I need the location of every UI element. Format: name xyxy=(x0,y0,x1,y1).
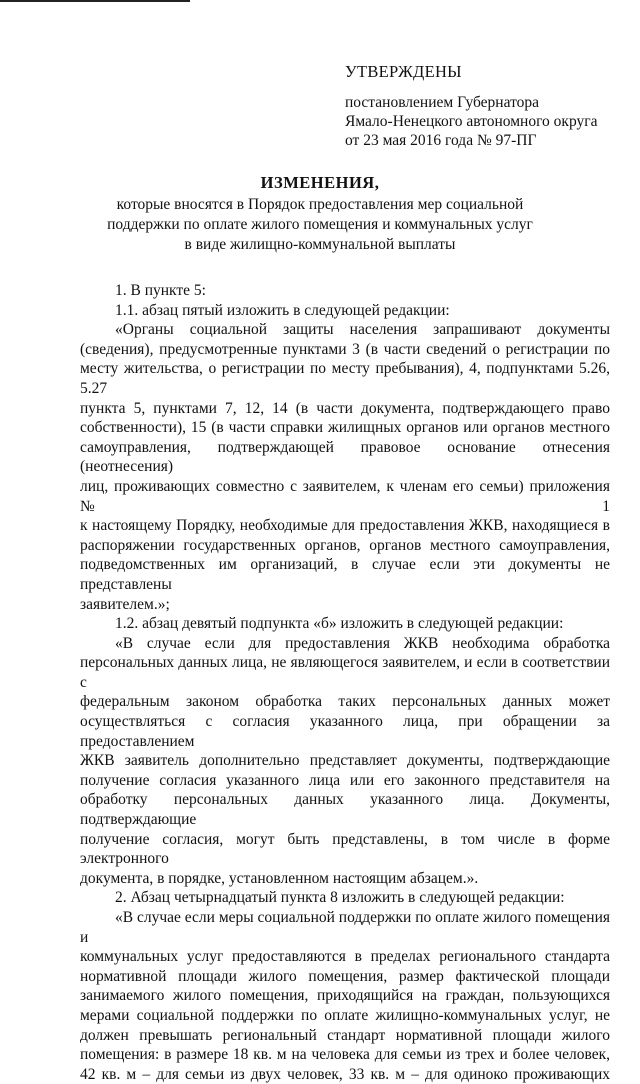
body-line: занимаемого жилого помещения, приходящийся на граждан, пользующихся xyxy=(80,987,610,1005)
approval-line-1: постановлением Губернатора xyxy=(345,94,540,111)
body-line: 1. В пункте 5: xyxy=(115,282,206,299)
body-line: заявителем.»; xyxy=(80,595,170,613)
approval-heading: УТВЕРЖДЕНЫ xyxy=(345,62,462,81)
body-line: «Органы социальной защиты населения запрашивают документы xyxy=(115,321,610,339)
body-line: 2. Абзац четырнадцатый пункта 8 изложить в следующей редакции: xyxy=(115,889,565,907)
body-line: нормативной площади жилого помещения, размер фактической площади xyxy=(80,967,610,985)
subtitle-line: которые вносятся в Порядок предоставления мер социальной xyxy=(116,196,524,213)
body-line: должен превышать региональный стандарт нормативной площади жилого xyxy=(80,1026,610,1044)
body-line: распоряжении государственных органов, органов местного самоуправления, xyxy=(80,536,610,554)
scan-edge-line xyxy=(0,0,190,2)
body-line: обработку персональных данных указанного лица. Документы, подтверждающие xyxy=(80,791,610,829)
body-line: 1.1. абзац пятый изложить в следующей редакции: xyxy=(115,301,450,319)
body-line: коммунальных услуг предоставляются в пределах регионального стандарта xyxy=(80,948,610,966)
body-line: (сведения), предусмотренные пунктами 3 (в части сведений о регистрации по xyxy=(80,340,610,358)
body-line: помещения: в размере 18 кв. м на человека для семьи из трех и более человек, xyxy=(80,1046,610,1064)
body-line: месту жительства, о регистрации по месту пребывания), 4, подпунктами 5.26, 5.27 xyxy=(80,360,610,397)
body-line: самоуправления, подтверждающей правовое основание отнесения (неотнесения) xyxy=(80,438,610,476)
subtitle-line: поддержки по оплате жилого помещения и коммунальных услуг xyxy=(107,216,533,233)
document-title: ИЗМЕНЕНИЯ, xyxy=(260,173,380,192)
body-line: 42 кв. м – для семьи из двух человек, 33 кв. м – для одиноко проживающих xyxy=(80,1065,610,1083)
body-line: «В случае если меры социальной поддержки по оплате жилого помещения и xyxy=(80,909,610,946)
body-line: 1.2. абзац девятый подпункта «б» изложить в следующей редакции: xyxy=(115,615,564,633)
body-line: получение согласия, могут быть представлены, в том числе в форме электронного xyxy=(80,830,610,868)
body-line: пункта 5, пунктами 7, 12, 14 (в части документа, подтверждающего право xyxy=(80,399,610,417)
body-line: лиц, проживающих совместно с заявителем, к членам его семьи) приложения № 1 xyxy=(80,477,610,515)
body-line: документа, в порядке, установленном настоящим абзацем.». xyxy=(80,869,479,887)
body-line: собственности), 15 (в части справки жилищных органов или органов местного xyxy=(80,419,610,437)
body-line: получение согласия указанного лица или его законного представителя на xyxy=(80,771,610,789)
subtitle-line: в виде жилищно-коммунальной выплаты xyxy=(184,236,456,253)
document-body xyxy=(80,281,610,1084)
approval-line-3: от 23 мая 2016 года № 97-ПГ xyxy=(345,132,537,149)
body-line: осуществляться с согласия указанного лица, при обращении за предоставлением xyxy=(80,713,610,750)
approval-block xyxy=(345,62,625,150)
body-line: «В случае если для предоставления ЖКВ необходима обработка xyxy=(115,634,610,652)
approval-line-2: Ямало-Ненецкого автономного округа xyxy=(345,113,598,130)
body-line: персональных данных лица, не являющегося заявителем, и если в соответствии с xyxy=(80,654,610,691)
body-line: подведомственных им организаций, в случае если эти документы не представлены xyxy=(80,556,610,593)
body-line: ЖКВ заявитель дополнительно представляет документы, подтверждающие xyxy=(80,752,610,770)
body-line: к настоящему Порядку, необходимые для предоставления ЖКВ, находящиеся в xyxy=(80,517,610,535)
document-subtitle xyxy=(60,195,580,255)
body-line: федеральным законом обработка таких персональных данных может xyxy=(80,693,610,711)
body-line: мерами социальной поддержки по оплате жилищно-коммунальных услуг, не xyxy=(80,1006,610,1024)
